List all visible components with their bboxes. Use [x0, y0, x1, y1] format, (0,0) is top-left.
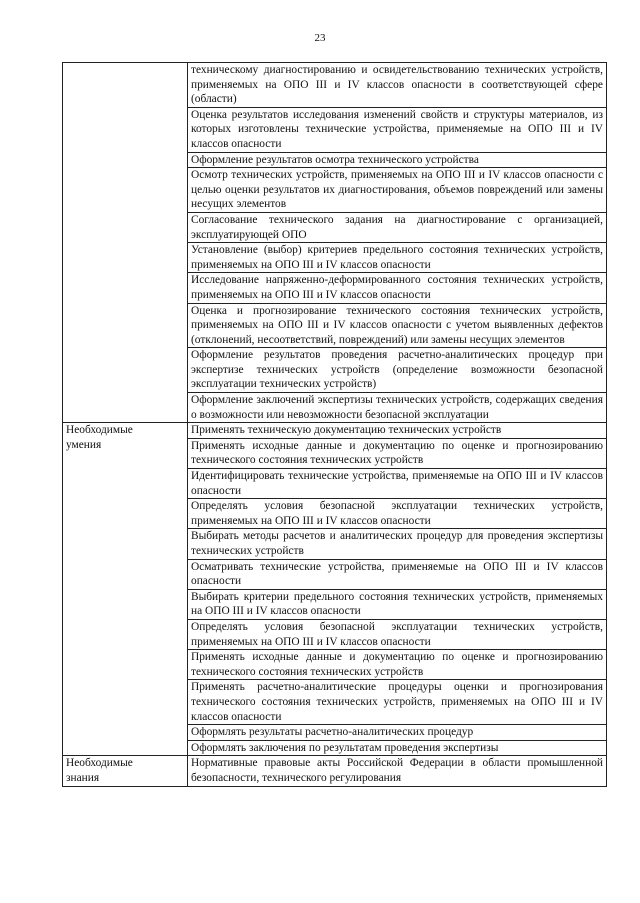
requirement-line: Исследование напряженно-деформированного состояния технических устройств, применяемых на ОПО III и IV классов опасности	[191, 274, 603, 301]
section-label-line: Необходимые	[66, 424, 133, 437]
requirement-text	[188, 469, 607, 499]
table-row	[63, 423, 607, 439]
requirement-text	[188, 393, 607, 423]
section-label-line: умения	[66, 438, 102, 451]
requirement-text	[188, 756, 607, 786]
requirement-line: Оценка результатов исследования изменений свойств и структуры материалов, из которых изготовлены технические устройства, применяемые на ОПО III и IV классов опасности	[191, 108, 603, 150]
requirement-line: Определять условия безопасной эксплуатации технических устройств, применяемых на ОПО III и IV классов опасности	[191, 620, 603, 648]
requirement-text	[188, 273, 607, 303]
section-label	[63, 63, 188, 423]
requirement-line: Применять исходные данные и документацию по оценке и прогнозированию технического состояния технических устройств	[191, 439, 603, 467]
requirement-line: Применять техническую документацию технических устройств	[191, 424, 502, 437]
requirement-text	[188, 499, 607, 529]
requirement-line: Установление (выбор) критериев предельного состояния технических устройств, применяемых на ОПО III и IV классов опасности	[191, 244, 603, 271]
requirement-line: Оформление заключений экспертизы технических устройств, содержащих сведения о возможности или невозможности безопасной эксплуатации	[191, 394, 603, 421]
requirement-line: Оформление результатов проведения расчетно-аналитических процедур при экспертизе технических устройств (определение возможности безопасной эксплуатации технических устройств)	[191, 349, 603, 391]
requirement-line: Нормативные правовые акты Российской Федерации в области промышленной безопасности, технического регулирования	[191, 757, 603, 784]
requirement-text	[188, 559, 607, 589]
requirements-table-body	[63, 63, 607, 787]
section-label	[63, 423, 188, 756]
table-row	[63, 756, 607, 786]
requirement-text	[188, 212, 607, 242]
requirement-line: Оформлять заключения по результатам проведения экспертизы	[191, 741, 499, 754]
requirement-line: Определять условия безопасной эксплуатации технических устройств, применяемых на ОПО III и IV классов опасности	[191, 500, 603, 527]
requirement-line: Оценка и прогнозирование технического состояния технических устройств, применяемых на ОПО III и IV классов опасности с учетом выявленных дефектов (отклонений, несоответствий, повреждений) или замены несущих элементов	[191, 304, 603, 346]
requirement-text	[188, 680, 607, 725]
requirement-text	[188, 152, 607, 168]
requirement-text	[188, 740, 607, 756]
requirement-text	[188, 303, 607, 348]
requirement-text	[188, 619, 607, 649]
requirement-text	[188, 589, 607, 619]
requirement-line: Оформлять результаты расчетно-аналитических процедур	[191, 726, 474, 739]
requirement-line: Идентифицировать технические устройства, применяемые на ОПО III и IV классов опасности	[191, 470, 603, 497]
requirement-text	[188, 529, 607, 559]
requirement-line: Применять расчетно-аналитические процедуры оценки и прогнозирования технического состояния технических устройств, применяемых на ОПО III и IV классов опасности	[191, 681, 603, 723]
section-label-line: Необходимые	[66, 757, 133, 770]
section-label-line: знания	[66, 771, 100, 784]
requirement-line: Применять исходные данные и документацию по оценке и прогнозированию технического состояния технических устройств	[191, 651, 603, 678]
requirement-text	[188, 725, 607, 741]
requirement-text	[188, 650, 607, 680]
requirement-line: Выбирать методы расчетов и аналитических процедур для проведения экспертизы технических устройств	[191, 530, 603, 557]
requirement-line: техническому диагностированию и освидетельствованию технических устройств, применяемых на ОПО III и IV классов опасности в соответствующей сфере (области)	[191, 64, 603, 106]
requirement-text	[188, 107, 607, 152]
requirement-text	[188, 438, 607, 468]
section-label	[63, 756, 188, 786]
requirement-line: Согласование технического задания на диагностирование с организацией, эксплуатирующей ОПО	[191, 213, 603, 241]
requirement-text	[188, 348, 607, 393]
requirement-text	[188, 243, 607, 273]
page-number: 23	[314, 32, 326, 44]
requirement-text	[188, 63, 607, 108]
requirement-line: Осматривать технические устройства, применяемые на ОПО III и IV классов опасности	[191, 560, 603, 588]
requirement-line: Осмотр технических устройств, применяемых на ОПО III и IV классов опасности с целью оценки результатов их диагностирования, объемов повреждений или замены несущих элементов	[191, 169, 603, 211]
table-row	[63, 63, 607, 108]
requirement-text	[188, 423, 607, 439]
requirements-table	[62, 62, 607, 787]
requirement-line: Выбирать критерии предельного состояния технических устройств, применяемых на ОПО III и IV классов опасности	[191, 590, 603, 618]
requirement-text	[188, 168, 607, 213]
requirement-line: Оформление результатов осмотра технического устройства	[191, 153, 479, 166]
